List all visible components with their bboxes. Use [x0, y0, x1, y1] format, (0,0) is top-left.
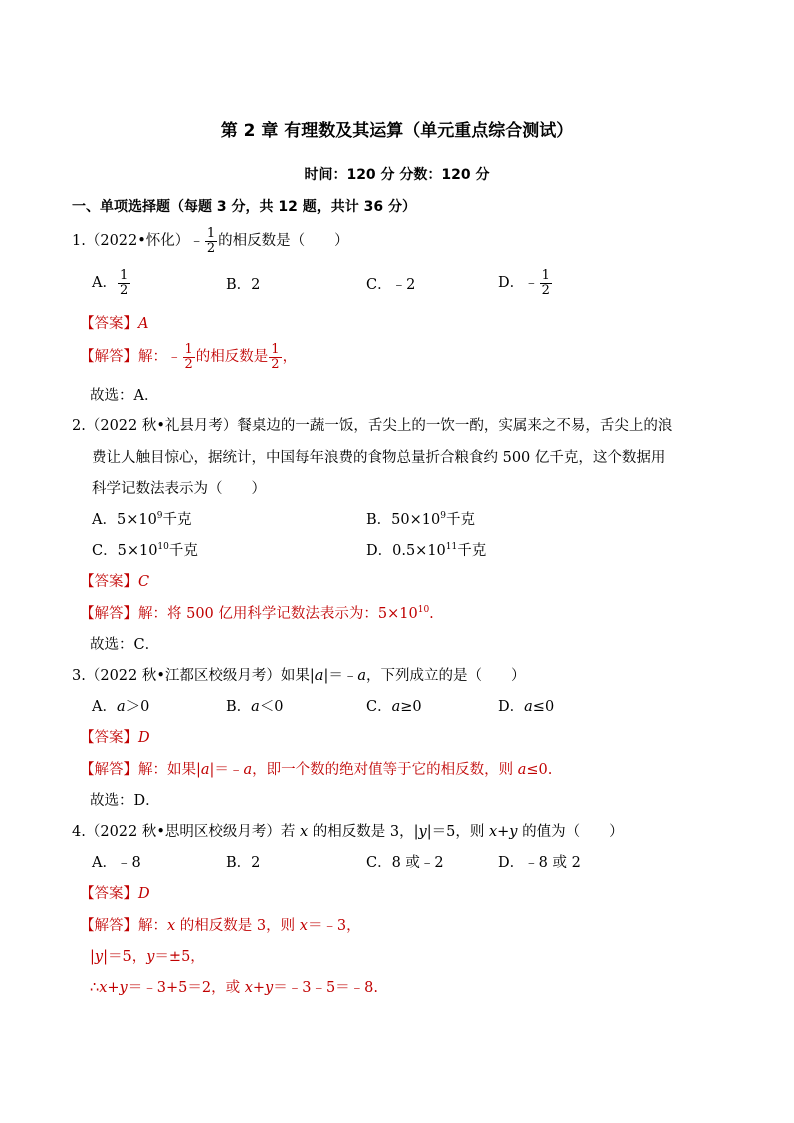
- solve-label: 解：: [138, 349, 167, 366]
- option-a[interactable]: [92, 695, 149, 716]
- option-c[interactable]: C．8 或﹣2: [366, 855, 444, 871]
- option-text: A．5×10: [92, 512, 157, 528]
- question-4-stem: [72, 820, 624, 841]
- analysis-line: [80, 758, 552, 779]
- exponent: 9: [440, 511, 446, 521]
- choice-line: [90, 789, 160, 810]
- question-text-line-3: 科学记数法表示为（ ）: [92, 481, 266, 497]
- fraction-numerator: 1: [271, 342, 280, 357]
- option-a[interactable]: A．﹣8: [92, 855, 141, 871]
- solution-text: ，即一个数的绝对值等于它的相反数，则: [252, 762, 518, 778]
- solution-text: 如果|: [167, 762, 201, 778]
- expression-x-plus-y: x+y: [244, 980, 274, 996]
- fraction-denominator: 2: [119, 282, 129, 298]
- option-label: A．: [92, 699, 117, 715]
- option-label: C．: [366, 699, 392, 715]
- fraction-denominator: 2: [206, 240, 216, 256]
- solution-text: |＝﹣: [209, 762, 244, 778]
- solution-text: 的相反数是: [195, 349, 269, 366]
- option-c[interactable]: [92, 539, 198, 560]
- unit: 千克: [168, 543, 198, 559]
- question-3-stem: [72, 664, 526, 685]
- choice-value: A．: [133, 388, 159, 404]
- option-b[interactable]: [366, 508, 475, 529]
- unit: 千克: [445, 512, 475, 528]
- minus-sign: ﹣: [189, 233, 204, 250]
- option-relation: ＞0: [125, 699, 150, 715]
- solve-label: 解：: [138, 606, 167, 622]
- option-c[interactable]: [366, 695, 422, 716]
- exponent: 10: [157, 542, 169, 552]
- answer-line: [80, 882, 150, 903]
- variable-x: x: [299, 918, 308, 934]
- option-b[interactable]: [226, 695, 284, 716]
- question-number: 3.: [72, 668, 86, 684]
- question-text-line-2: 费让人触目惊心，据统计，中国每年浪费的食物总量折合粮食约 500 亿千克，这个数据用: [92, 450, 666, 466]
- question-text: 的相反数是 3，|: [308, 824, 419, 840]
- question-number: 2.: [72, 418, 86, 434]
- option-d[interactable]: [498, 695, 554, 716]
- exam-meta: 时间：120 分 分数：120 分: [304, 167, 490, 183]
- solution-text: ＝﹣3﹣5＝﹣8.: [273, 980, 379, 996]
- question-text: |＝5，则: [426, 824, 489, 840]
- solution-text: ≤0.: [526, 762, 553, 778]
- section-heading: 一、单项选择题（每题 3 分，共 12 题，共计 36 分）: [72, 199, 416, 215]
- answer-value: C: [138, 574, 150, 590]
- solve-label: 解：: [138, 762, 167, 778]
- option-d[interactable]: [366, 539, 486, 560]
- solution-text: |: [90, 949, 95, 965]
- variable-a: a: [116, 699, 126, 715]
- option-a[interactable]: [92, 269, 131, 297]
- answer-line: [80, 570, 149, 591]
- fraction-numerator: 1: [206, 226, 216, 241]
- solution-text: ＝﹣3，: [307, 918, 361, 934]
- fraction: [540, 269, 552, 297]
- option-b[interactable]: B．2: [226, 277, 261, 293]
- variable-y: y: [418, 824, 427, 840]
- solution-end: ，: [282, 349, 298, 366]
- option-relation: ＜0: [259, 699, 284, 715]
- choice-label: 故选：: [90, 388, 134, 404]
- question-text: 的值为（ ）: [517, 824, 624, 840]
- variable-y: y: [146, 949, 155, 965]
- variable-a: a: [524, 699, 533, 715]
- question-number: 1.: [72, 233, 86, 250]
- answer-tag: 【答案】: [80, 730, 138, 746]
- answer-tag: 【答案】: [80, 316, 138, 332]
- variable-a: a: [243, 762, 253, 778]
- question-text-line-1: （2022 秋•礼县月考）餐桌边的一蔬一饭，舌尖上的一饮一酌，实属来之不易，舌尖上的浪: [85, 418, 673, 434]
- variable-a: a: [517, 762, 527, 778]
- exponent: 11: [445, 542, 458, 552]
- choice-label: 故选：: [90, 637, 134, 653]
- answer-line: [80, 726, 150, 747]
- option-text: C．5×10: [92, 543, 158, 559]
- question-source: （2022•怀化）: [85, 233, 190, 250]
- question-text: 的相反数是（ ）: [218, 233, 349, 250]
- analysis-tag: 【解答】: [80, 918, 138, 934]
- answer-tag: 【答案】: [80, 886, 138, 902]
- solve-label: 解：: [138, 918, 167, 934]
- solution-text: |＝5，: [103, 949, 147, 965]
- unit: 千克: [457, 543, 487, 559]
- question-2-stem: [72, 414, 672, 435]
- answer-line: [80, 312, 148, 333]
- analysis-tag: 【解答】: [80, 349, 138, 366]
- minus-sign: ﹣: [167, 349, 182, 366]
- option-label: B．: [226, 699, 252, 715]
- option-label: A．: [92, 275, 117, 292]
- fraction-numerator: 1: [184, 342, 193, 357]
- fraction-numerator: 1: [119, 268, 129, 283]
- solution-text: ＝±5，: [154, 949, 205, 965]
- choice-line: [90, 384, 158, 405]
- fraction: [183, 343, 195, 371]
- question-number: 4.: [72, 824, 86, 840]
- option-relation: ≥0: [400, 699, 422, 715]
- solution-text: 的相反数是 3，则: [175, 918, 300, 934]
- option-d[interactable]: D．﹣8 或 2: [498, 855, 581, 871]
- fraction-denominator: 2: [271, 356, 280, 372]
- choice-value: D．: [133, 793, 160, 809]
- answer-tag: 【答案】: [80, 574, 138, 590]
- exponent: 10: [417, 605, 430, 615]
- fraction: [118, 269, 130, 297]
- variable-a: a: [314, 668, 324, 684]
- option-a[interactable]: [92, 508, 192, 529]
- unit: 千克: [162, 512, 192, 528]
- question-text: （2022 秋•思明区校级月考）若: [85, 824, 301, 840]
- fraction-denominator: 2: [184, 356, 193, 372]
- variable-x: x: [167, 918, 176, 934]
- variable-a: a: [357, 668, 366, 684]
- page-title: 第 2 章 有理数及其运算（单元重点综合测试）: [220, 121, 574, 141]
- choice-line: [90, 633, 159, 654]
- exponent: 9: [156, 511, 163, 521]
- variable-a: a: [200, 762, 210, 778]
- option-text: B．50×10: [366, 512, 441, 528]
- option-relation: ≤0: [532, 699, 555, 715]
- fraction-denominator: 2: [541, 282, 550, 298]
- expression-x-plus-y: x+y: [488, 824, 518, 840]
- solution-text: 将 500 亿用科学记数法表示为：5×10: [167, 606, 418, 622]
- analysis-line: [80, 343, 297, 371]
- question-1-stem: [72, 227, 349, 255]
- fraction: [205, 227, 217, 255]
- therefore-symbol: ∴: [90, 980, 100, 996]
- variable-a: a: [251, 699, 260, 715]
- variable-a: a: [391, 699, 401, 715]
- fraction: [269, 343, 281, 371]
- expression-x-plus-y: x+y: [99, 980, 128, 996]
- option-c[interactable]: C．﹣2: [366, 277, 416, 293]
- option-label: D．﹣: [498, 275, 539, 292]
- option-d[interactable]: [498, 269, 553, 297]
- analysis-tag: 【解答】: [80, 606, 138, 622]
- variable-y: y: [94, 949, 104, 965]
- answer-value: A: [138, 316, 149, 332]
- solution-line-3: [90, 976, 378, 997]
- variable-x: x: [300, 824, 309, 840]
- question-text: ，下列成立的是（ ）: [366, 668, 526, 684]
- choice-value: C．: [133, 637, 160, 653]
- solution-end: .: [429, 606, 434, 622]
- answer-value: D: [138, 886, 150, 902]
- option-label: D．: [498, 699, 525, 715]
- analysis-tag: 【解答】: [80, 762, 138, 778]
- question-text: （2022 秋•江都区校级月考）如果|: [85, 668, 315, 684]
- analysis-line: [80, 602, 434, 623]
- question-text: |＝﹣: [323, 668, 358, 684]
- analysis-line: [80, 914, 361, 935]
- solution-line-2: [90, 945, 205, 966]
- answer-value: D: [138, 730, 150, 746]
- solution-text: ＝﹣3+5＝2，或: [127, 980, 245, 996]
- option-b[interactable]: B．2: [226, 855, 261, 871]
- choice-label: 故选：: [90, 793, 134, 809]
- fraction-numerator: 1: [541, 268, 550, 283]
- option-text: D．0.5×10: [366, 543, 446, 559]
